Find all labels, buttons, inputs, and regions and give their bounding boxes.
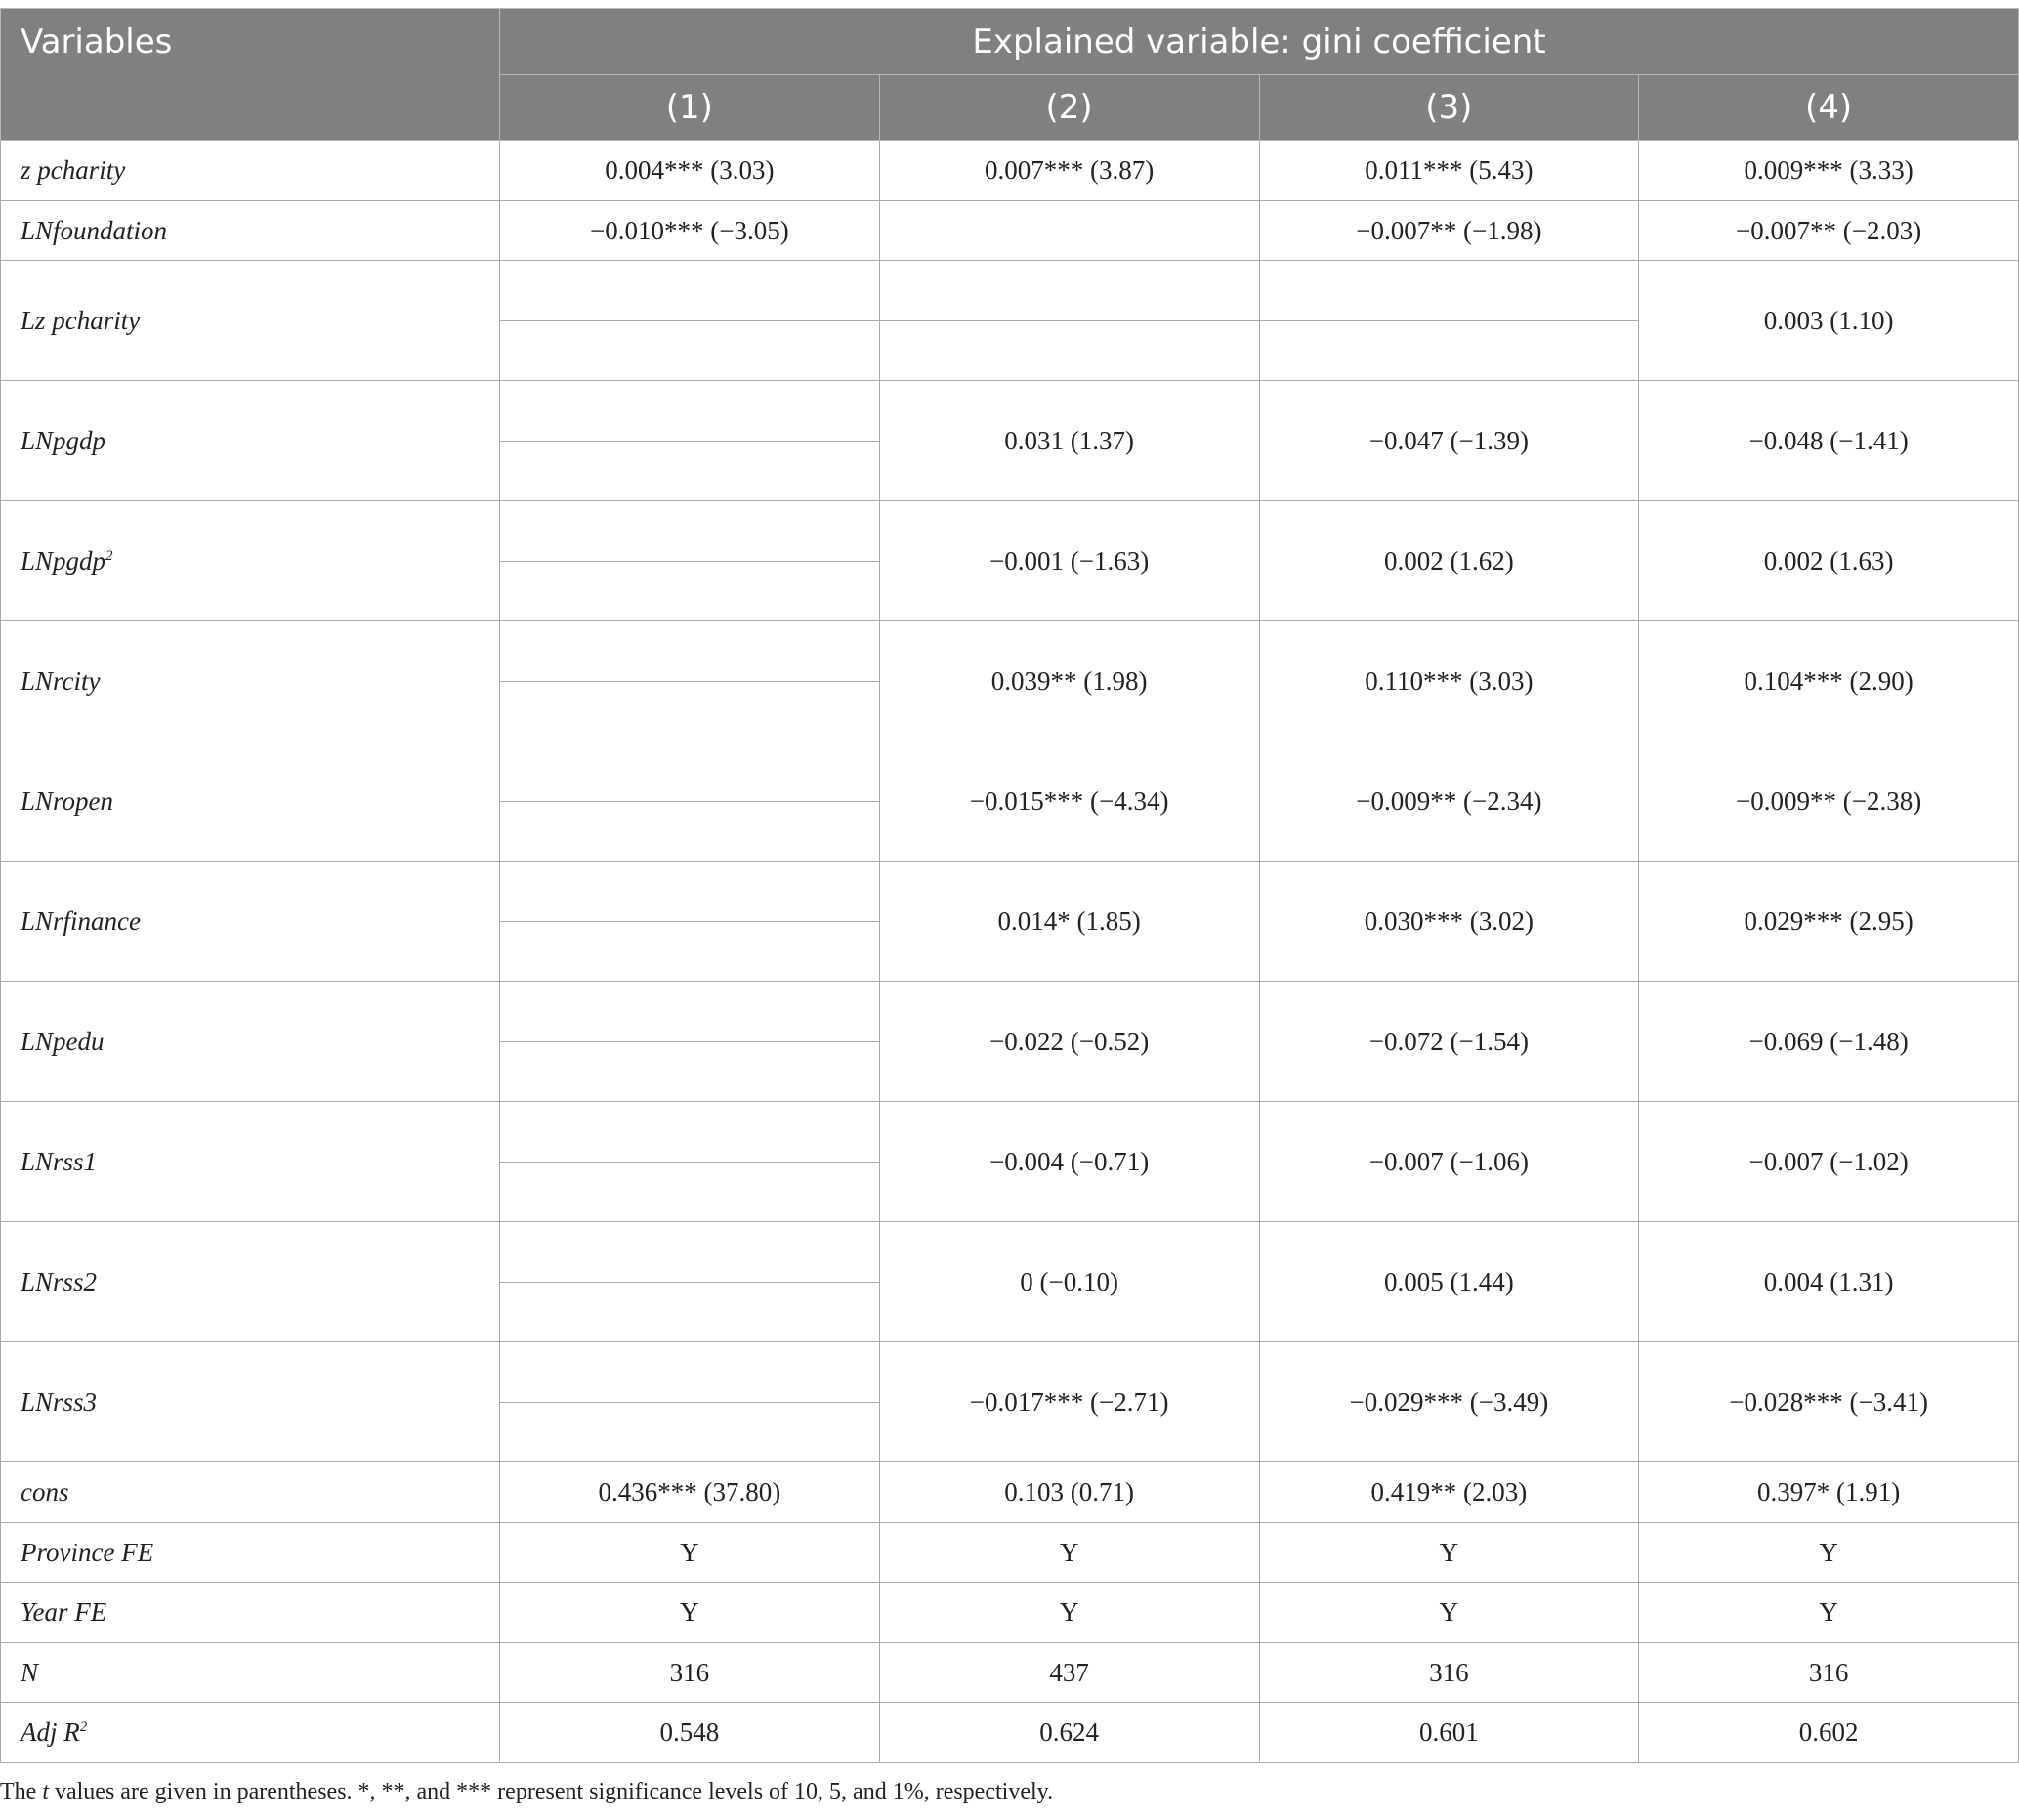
cell: −0.001 (−1.63) xyxy=(879,501,1259,621)
row-label-superscript: 2 xyxy=(105,547,113,564)
cell: −0.047 (−1.39) xyxy=(1259,381,1639,501)
cell: −0.007 (−1.02) xyxy=(1639,1102,2019,1222)
row-label-text: Adj R xyxy=(21,1717,80,1747)
row-label-text: N xyxy=(21,1657,39,1687)
cell: 0.624 xyxy=(879,1703,1259,1763)
table-row xyxy=(1,1523,2019,1583)
row-label xyxy=(1,1583,500,1643)
column-header-2: (2) xyxy=(879,75,1259,141)
empty-cell xyxy=(879,321,1259,381)
cell xyxy=(500,982,880,1042)
variables-header: Variables xyxy=(1,9,500,141)
row-label-text: LNpedu xyxy=(21,1026,105,1056)
column-header-3: (3) xyxy=(1259,75,1639,141)
row-label xyxy=(1,982,500,1102)
cell: −0.015*** (−4.34) xyxy=(879,741,1259,862)
table-header xyxy=(1,9,2019,141)
cell: 0.103 (0.71) xyxy=(879,1462,1259,1523)
table-row xyxy=(1,1462,2019,1523)
footnote-italic-t: t xyxy=(42,1779,49,1804)
row-label xyxy=(1,1462,500,1523)
empty-cell xyxy=(500,922,880,982)
cell: −0.022 (−0.52) xyxy=(879,982,1259,1102)
cell: 0.011*** (5.43) xyxy=(1259,141,1639,201)
row-label xyxy=(1,741,500,862)
empty-cell xyxy=(500,1403,880,1462)
empty-cell xyxy=(1259,321,1639,381)
cell: 0.003 (1.10) xyxy=(1639,261,2019,381)
row-label-text: LNropen xyxy=(21,785,114,816)
empty-cell xyxy=(500,562,880,621)
row-label-text: LNrss3 xyxy=(21,1386,98,1417)
row-label xyxy=(1,1703,500,1763)
empty-cell xyxy=(500,802,880,862)
cell: −0.072 (−1.54) xyxy=(1259,982,1639,1102)
footnote-text-rest: values are given in parentheses. *, **, and *** represent significance levels of 10, 5, and 1%, respectively. xyxy=(48,1779,1054,1804)
cell: Y xyxy=(1259,1583,1639,1643)
row-label-text: LNrss2 xyxy=(21,1266,98,1296)
cell: 0.005 (1.44) xyxy=(1259,1222,1639,1342)
table-row xyxy=(1,201,2019,261)
row-label-superscript: 2 xyxy=(79,1719,88,1735)
cell xyxy=(500,381,880,442)
cell: Y xyxy=(879,1583,1259,1643)
row-label: z pcharity xyxy=(1,141,500,201)
row-label xyxy=(1,862,500,982)
table-row xyxy=(1,1583,2019,1643)
row-label xyxy=(1,1523,500,1583)
table-row xyxy=(1,1643,2019,1703)
cell: 0.031 (1.37) xyxy=(879,381,1259,501)
row-label-text: Province FE xyxy=(21,1537,154,1567)
cell: −0.007** (−1.98) xyxy=(1259,201,1639,261)
empty-cell xyxy=(500,1163,880,1222)
table-footnote xyxy=(0,1779,1053,1805)
row-label xyxy=(1,1342,500,1462)
cell: 0.029*** (2.95) xyxy=(1639,862,2019,982)
row-label-text: LNpgdp xyxy=(21,545,106,575)
cell: −0.007 (−1.06) xyxy=(1259,1102,1639,1222)
table-row xyxy=(1,982,2019,1042)
cell: Y xyxy=(1259,1523,1639,1583)
cell xyxy=(500,1222,880,1283)
cell: 0 (−0.10) xyxy=(879,1222,1259,1342)
table-row xyxy=(1,261,2019,321)
cell: Y xyxy=(500,1523,880,1583)
row-label-text: cons xyxy=(21,1477,69,1506)
table-row xyxy=(1,862,2019,922)
row-label xyxy=(1,621,500,741)
column-header-1: (1) xyxy=(500,75,880,141)
cell: 316 xyxy=(1639,1643,2019,1703)
cell: 316 xyxy=(1259,1643,1639,1703)
cell xyxy=(879,261,1259,321)
cell xyxy=(879,201,1259,261)
cell: 0.009*** (3.33) xyxy=(1639,141,2019,201)
table-row xyxy=(1,1703,2019,1763)
table-row xyxy=(1,501,2019,562)
cell: 0.548 xyxy=(500,1703,880,1763)
empty-cell xyxy=(500,682,880,741)
row-label-text: LNrss1 xyxy=(21,1146,98,1176)
cell xyxy=(500,1342,880,1403)
cell: 0.601 xyxy=(1259,1703,1639,1763)
cell: Y xyxy=(1639,1583,2019,1643)
cell: −0.009** (−2.38) xyxy=(1639,741,2019,862)
cell: 0.014* (1.85) xyxy=(879,862,1259,982)
table-row xyxy=(1,1342,2019,1403)
explained-variable-header: Explained variable: gini coefficient xyxy=(500,9,2019,75)
cell: −0.007** (−2.03) xyxy=(1639,201,2019,261)
row-label xyxy=(1,501,500,621)
cell: Y xyxy=(500,1583,880,1643)
table-row xyxy=(1,1222,2019,1283)
cell: −0.069 (−1.48) xyxy=(1639,982,2019,1102)
cell: −0.028*** (−3.41) xyxy=(1639,1342,2019,1462)
cell: −0.004 (−0.71) xyxy=(879,1102,1259,1222)
cell: Y xyxy=(879,1523,1259,1583)
cell: 0.436*** (37.80) xyxy=(500,1462,880,1523)
empty-cell xyxy=(500,442,880,501)
row-label-text: LNrcity xyxy=(21,665,101,696)
cell: 0.419** (2.03) xyxy=(1259,1462,1639,1523)
table-body xyxy=(1,141,2019,1763)
row-label-text: LNpgdp xyxy=(21,425,106,455)
empty-cell xyxy=(500,321,880,381)
empty-cell xyxy=(500,1283,880,1342)
cell: −0.029*** (−3.49) xyxy=(1259,1342,1639,1462)
cell xyxy=(500,741,880,802)
cell: 0.104*** (2.90) xyxy=(1639,621,2019,741)
cell: −0.009** (−2.34) xyxy=(1259,741,1639,862)
cell: 0.030*** (3.02) xyxy=(1259,862,1639,982)
row-label xyxy=(1,1222,500,1342)
cell xyxy=(500,1102,880,1163)
cell: 0.397* (1.91) xyxy=(1639,1462,2019,1523)
cell: 316 xyxy=(500,1643,880,1703)
row-label xyxy=(1,1102,500,1222)
row-label: LNfoundation xyxy=(1,201,500,261)
cell xyxy=(500,261,880,321)
cell: 437 xyxy=(879,1643,1259,1703)
cell: 0.002 (1.62) xyxy=(1259,501,1639,621)
footnote-text: The xyxy=(0,1779,43,1804)
table-row xyxy=(1,741,2019,802)
table-row xyxy=(1,621,2019,682)
row-label-text: Year FE xyxy=(21,1597,107,1627)
row-label: Lz pcharity xyxy=(1,261,500,381)
cell xyxy=(1259,261,1639,321)
cell xyxy=(500,621,880,682)
cell xyxy=(500,862,880,922)
table-row xyxy=(1,1102,2019,1163)
column-header-4: (4) xyxy=(1639,75,2019,141)
table-row xyxy=(1,141,2019,201)
cell: −0.010*** (−3.05) xyxy=(500,201,880,261)
cell: 0.007*** (3.87) xyxy=(879,141,1259,201)
table-row xyxy=(1,381,2019,442)
cell xyxy=(500,501,880,562)
row-label xyxy=(1,1643,500,1703)
cell: Y xyxy=(1639,1523,2019,1583)
cell: 0.004 (1.31) xyxy=(1639,1222,2019,1342)
regression-table xyxy=(0,8,2019,1763)
cell: −0.017*** (−2.71) xyxy=(879,1342,1259,1462)
cell: 0.602 xyxy=(1639,1703,2019,1763)
cell: −0.048 (−1.41) xyxy=(1639,381,2019,501)
row-label xyxy=(1,381,500,501)
cell: 0.002 (1.63) xyxy=(1639,501,2019,621)
empty-cell xyxy=(500,1042,880,1102)
cell: 0.039** (1.98) xyxy=(879,621,1259,741)
cell: 0.004*** (3.03) xyxy=(500,141,880,201)
row-label-text: LNrfinance xyxy=(21,906,142,936)
cell: 0.110*** (3.03) xyxy=(1259,621,1639,741)
